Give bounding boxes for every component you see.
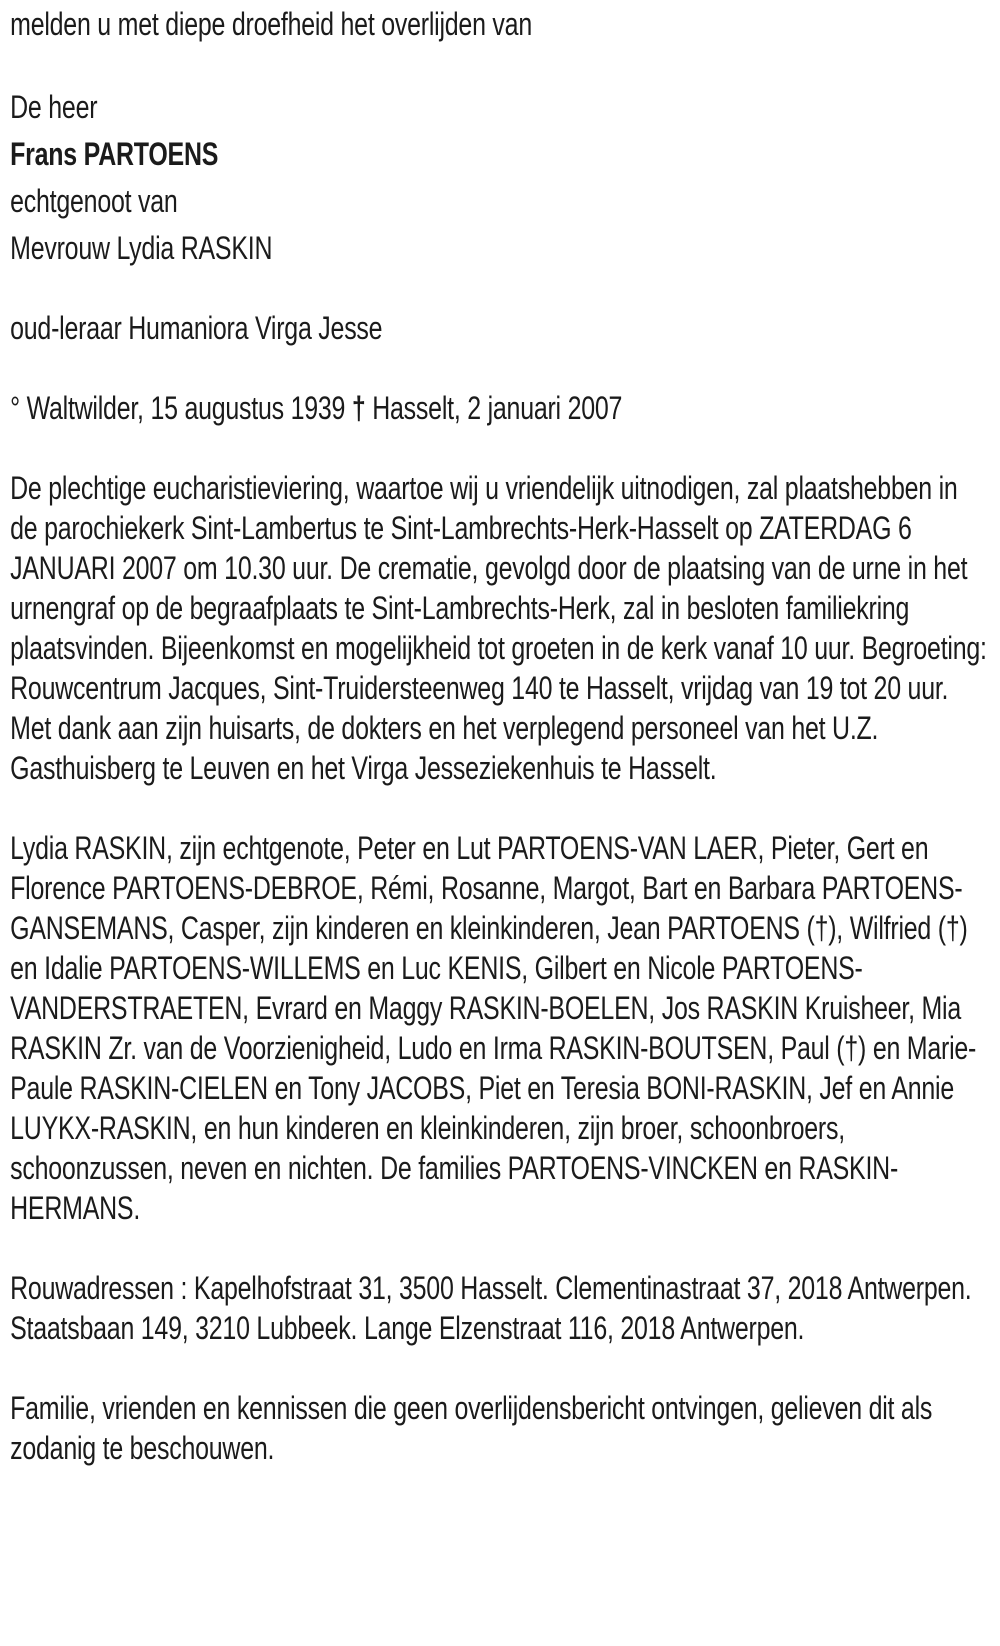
birth-info: ° Waltwilder, 15 augustus 1939 [10,390,346,426]
profession-line: oud-leraar Humaniora Virga Jesse [10,310,383,346]
deceased-name: Frans PARTOENS [10,136,219,172]
intro-line: melden u met diepe droefheid het overlijden van [10,6,532,42]
life-dates-line [10,388,990,428]
death-info: Hasselt, 2 januari 2007 [372,390,623,426]
closing-paragraph: Familie, vrienden en kennissen die geen overlijdensbericht ontvingen, gelieven dit als zodanig te beschouwen. [10,1390,933,1466]
spouse-name: Mevrouw Lydia RASKIN [10,230,273,266]
mourning-addresses-paragraph: Rouwadressen : Kapelhofstraat 31, 3500 Hasselt. Clementinastraat 37, 2018 Antwerpen. Staatsbaan 149, 3210 Lubbeek. Lange Elzenstraat 116, 2018 Antwerpen. [10,1270,972,1346]
family-paragraph: Lydia RASKIN, zijn echtgenote, Peter en Lut PARTOENS-VAN LAER, Pieter, Gert en Florence PARTOENS-DEBROE, Rémi, Rosanne, Margot, Bart en Barbara PARTOENS-GANSEMANS, Casper, zijn kinderen en kleinkinderen, Jean PARTOENS (†), Wilfried (†) en Idalie PARTOENS-WILLEMS en Luc KENIS, Gilbert en Nicole PARTOENS-VANDERSTRAETEN, Evrard en Maggy RASKIN-BOELEN, Jos RASKIN Kruisheer, Mia RASKIN Zr. van de Voorzienigheid, Ludo en Irma RASKIN-BOUTSEN, Paul (†) en Marie-Paule RASKIN-CIELEN en Tony JACOBS, Piet en Teresia BONI-RASKIN, Jef en Annie LUYKX-RASKIN, en hun kinderen en kleinkinderen, zijn broer, schoonbroers, schoonzussen, neven en nichten. De families PARTOENS-VINCKEN en RASKIN-HERMANS. [10,830,977,1226]
relation-line: echtgenoot van [10,183,178,219]
dagger-symbol: † [351,390,366,426]
salutation-line: De heer [10,89,98,125]
ceremony-paragraph: De plechtige eucharistieviering, waartoe wij u vriendelijk uitnodigen, zal plaatshebben in de parochiekerk Sint-Lambertus te Sint-Lambrechts-Herk-Hasselt op ZATERDAG 6 JANUARI 2007 om 10.30 uur. De crematie, gevolgd door de plaatsing van de urne in het urnengraf op de begraafplaats te Sint-Lambrechts-Herk, zal in besloten familiekring plaatsvinden. Bijeenkomst en mogelijkheid tot groeten in de kerk vanaf 10 uur. Begroeting: Rouwcentrum Jacques, Sint-Truidersteenweg 140 te Hasselt, vrijdag van 19 tot 20 uur. Met dank aan zijn huisarts, de dokters en het verplegend personeel van het U.Z. Gasthuisberg te Leuven en het Virga Jesseziekenhuis te Hasselt. [10,470,987,786]
